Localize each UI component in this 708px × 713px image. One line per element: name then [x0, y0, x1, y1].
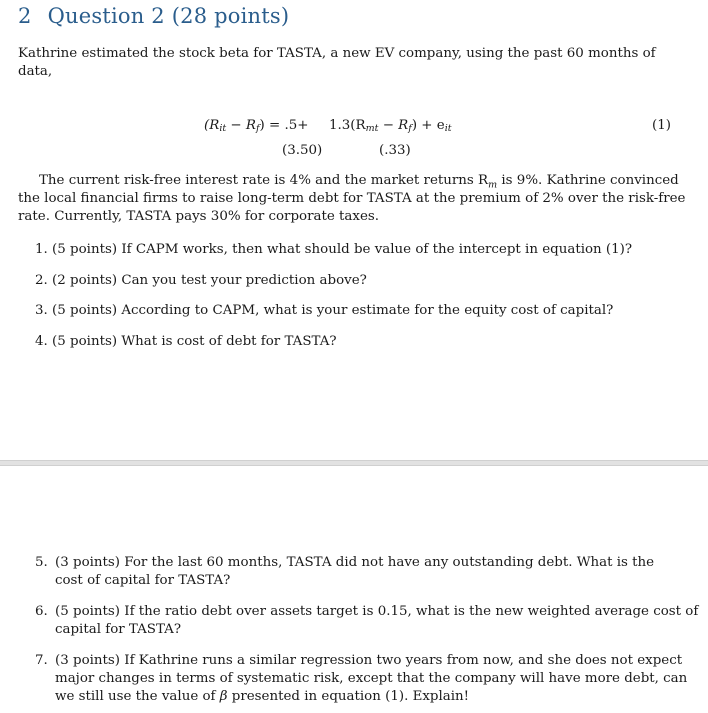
intro-line-2: data,	[18, 64, 53, 79]
intro-line-1: Kathrine estimated the stock beta for TASTA, a new EV company, using the past 60 months of	[18, 46, 656, 61]
eq-rhs: $1.3(R_{mt} - R_f) + e_{it}$	[329, 118, 452, 134]
question-5-line-2: cost of capital for TASTA?	[55, 573, 231, 588]
question-3: 3. (5 points) According to CAPM, what is your estimate for the equity cost of capital?	[35, 303, 614, 318]
question-5-line-1: (3 points) For the last 60 months, TASTA did not have any outstanding debt. What is the	[55, 555, 655, 570]
se-slope: (.33)	[379, 143, 411, 158]
question-7-line-1: (3 points) If Kathrine runs a similar regression two years from now, and she does not expect	[55, 653, 683, 668]
page-divider	[0, 460, 708, 466]
context-line-1: The current risk-free interest rate is 4% and the market returns $R_m$ is 9%. Kathrine convinced	[39, 173, 679, 191]
equation: $(R_{it} - R_f) = .5+ 1.3(R_{mt} - R_f) + e_{it}$	[204, 118, 452, 134]
question-7-line-2: major changes in terms of systematic risk, except that the company will have more debt, can	[55, 671, 688, 686]
question-5-num: 5.	[35, 555, 48, 570]
context-line-2: the local financial firms to raise long-term debt for TASTA at the premium of 2% over the risk-free	[18, 191, 686, 206]
beta-symbol: β	[219, 689, 228, 704]
section-heading	[18, 4, 289, 28]
question-2: 2. (2 points) Can you test your prediction above?	[35, 273, 367, 288]
context-line-3: rate. Currently, TASTA pays 30% for corporate taxes.	[18, 209, 380, 224]
question-1: 1. (5 points) If CAPM works, then what should be value of the intercept in equation (1)?	[35, 242, 633, 257]
question-7-num: 7.	[35, 653, 48, 668]
section-title: Question 2 (28 points)	[47, 4, 290, 28]
question-6-num: 6.	[35, 604, 48, 619]
se-intercept: (3.50)	[282, 143, 323, 158]
question-6-line-2: capital for TASTA?	[55, 622, 182, 637]
eq-lhs-open: (R	[204, 118, 220, 133]
equation-label: (1)	[652, 118, 671, 133]
section-number: 2	[18, 4, 32, 28]
question-6-line-1: (5 points) If the ratio debt over assets target is 0.15, what is the new weighted average cost of	[55, 604, 699, 619]
question-4: 4. (5 points) What is cost of debt for TASTA?	[35, 334, 337, 349]
question-7-line-3: we still use the value of β presented in equation (1). Explain!	[55, 689, 470, 704]
